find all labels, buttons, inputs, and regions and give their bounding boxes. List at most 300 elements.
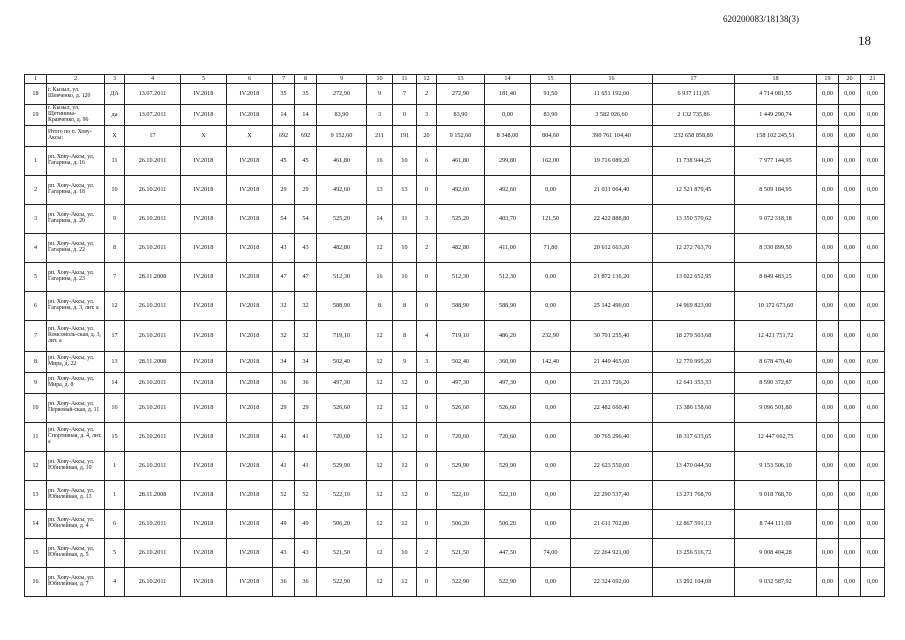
address-cell: рп. Хову-Аксы, ул. Гагарина, д. 20 [47,205,105,234]
table-cell: 11 [25,423,47,452]
table-cell: 4 [25,234,47,263]
table-cell: 0,00 [817,176,839,205]
table-cell: IV.2018 [227,373,273,394]
table-cell: 502,40 [437,352,485,373]
table-cell: 211 [367,126,393,147]
column-header: 10 [367,75,393,84]
table-cell: 32 [273,292,295,321]
table-cell: 3 [367,105,393,126]
table-cell: 36 [295,373,317,394]
table-cell: 14 [295,105,317,126]
table-row [25,105,885,126]
table-cell: 12 [393,373,417,394]
table-cell: 8 348,00 [485,126,531,147]
table-row [25,539,885,568]
table-cell: 1 449 290,74 [735,105,817,126]
table-cell: 10 [393,539,417,568]
table-cell: 1 [25,147,47,176]
table-cell: 12 [393,394,417,423]
table-cell: 0,00 [817,352,839,373]
table-cell: 36 [273,568,295,597]
table-cell: 9 [25,373,47,394]
table-cell: 0,00 [861,263,885,292]
table-cell: 0,00 [531,481,571,510]
table-cell: 299,80 [485,147,531,176]
table-cell: 497,30 [485,373,531,394]
table-cell: 0,00 [531,292,571,321]
table-cell: 9 [105,205,125,234]
table-cell: 8 330 899,50 [735,234,817,263]
table-cell: 13 022 652,95 [653,263,735,292]
table-cell: 12 [367,423,393,452]
table-cell: 43 [295,234,317,263]
table-cell: 0 [417,510,437,539]
table-cell: 0,00 [861,292,885,321]
table-cell: 0,00 [817,105,839,126]
table-cell: 83,90 [531,105,571,126]
header-row [25,75,885,84]
table-cell: 360,00 [485,352,531,373]
table-cell: 720,60 [437,423,485,452]
table-cell: Х [105,126,125,147]
table-cell: 12 [393,568,417,597]
table-cell: 0,00 [861,321,885,352]
table-cell: 0 [417,452,437,481]
table-cell: 12 [367,234,393,263]
table-cell: 0,00 [817,126,839,147]
table-cell: 21 031 064,40 [571,176,653,205]
table-cell: 26.10.2011 [125,234,181,263]
table-cell: 272,90 [437,84,485,105]
table-cell: Х [181,126,227,147]
table-cell: 0,00 [839,234,861,263]
table-cell: 804,60 [531,126,571,147]
table-cell: IV.2018 [181,510,227,539]
table-cell: IV.2018 [181,84,227,105]
table-cell: IV.2018 [181,321,227,352]
column-header: 1 [25,75,47,84]
table-cell: 47 [295,263,317,292]
table-cell: 13 271 768,70 [653,481,735,510]
table-cell: IV.2018 [227,568,273,597]
table-cell: 12 770 995,20 [653,352,735,373]
table-cell: 588,90 [317,292,367,321]
table-cell: 692 [295,126,317,147]
table-cell: 8 [393,292,417,321]
table-cell: 0,00 [817,452,839,481]
table-cell: 13 [105,352,125,373]
table-cell: 0 [417,263,437,292]
table-cell: IV.2018 [227,147,273,176]
table-cell: 232 658 858,89 [653,126,735,147]
table-cell: 12 [367,539,393,568]
table-cell: 26.10.2011 [125,205,181,234]
table-cell: 492,60 [485,176,531,205]
table-cell: 21 872 136,20 [571,263,653,292]
column-header: 6 [227,75,273,84]
table-cell: 26.10.2011 [125,452,181,481]
table-cell: 5 [25,263,47,292]
table-cell: 6 [417,147,437,176]
table-cell: 74,00 [531,539,571,568]
table-cell: 7 977 144,95 [735,147,817,176]
table-cell: 486,20 [485,321,531,352]
table-cell: 3 [25,205,47,234]
table-cell: 0,00 [817,263,839,292]
table-cell: 26.10.2011 [125,176,181,205]
table-cell: 461,80 [317,147,367,176]
table-cell: IV.2018 [181,352,227,373]
column-header: 16 [571,75,653,84]
table-cell: 43 [295,539,317,568]
table-cell: 10 [25,394,47,423]
table-cell: 0 [417,373,437,394]
table-cell: 3 582 026,60 [571,105,653,126]
table-cell: 0 [417,292,437,321]
table-cell: 0,00 [839,452,861,481]
table-cell: 0,00 [861,481,885,510]
table-cell: IV.2018 [181,423,227,452]
table-cell: 181,40 [485,84,531,105]
table-cell: 0,00 [839,423,861,452]
table-cell: 0,00 [817,568,839,597]
table-cell: 482,80 [317,234,367,263]
table-cell: 0,00 [861,373,885,394]
table-cell: IV.2018 [181,394,227,423]
table-cell: 12 421 751,72 [735,321,817,352]
table-cell: 36 [295,568,317,597]
address-cell: г. Кызыл, ул. Шевченко, д. 120 [47,84,105,105]
table-cell: 521,50 [437,539,485,568]
table-cell: 390 761 104,40 [571,126,653,147]
table-cell: 9 018 768,70 [735,481,817,510]
table-cell: 13 [25,481,47,510]
table-cell: 12 [367,352,393,373]
table-cell: 0,00 [861,147,885,176]
table-cell: 497,30 [317,373,367,394]
table-cell: 54 [273,205,295,234]
table-cell: 29 [295,176,317,205]
table-cell: 12 [367,568,393,597]
table-cell: IV.2018 [227,84,273,105]
table-row [25,373,885,394]
column-header: 20 [839,75,861,84]
table-cell: 83,90 [317,105,367,126]
table-cell: 14 [273,105,295,126]
table-cell: 0,00 [531,394,571,423]
table-cell: 492,60 [317,176,367,205]
table-cell: да [105,105,125,126]
table-cell: 506,20 [317,510,367,539]
table-cell: 30 765 296,40 [571,423,653,452]
table-cell: 522,10 [317,481,367,510]
table-cell: 17 [105,321,125,352]
table-cell: 14 [105,373,125,394]
table-cell: 0 [417,423,437,452]
table-cell: 0,00 [839,394,861,423]
table-cell: 0,00 [817,373,839,394]
table-cell: 21 231 726,20 [571,373,653,394]
table-cell: 26.10.2011 [125,321,181,352]
table-cell: 522,90 [437,568,485,597]
table-cell: 26.10.2011 [125,147,181,176]
table-cell: 32 [295,292,317,321]
column-header: 14 [485,75,531,84]
table-cell: 20 [417,126,437,147]
address-cell: рп. Хову-Аксы, ул. Гагарина, д. 23 [47,263,105,292]
table-cell: 11 651 192,60 [571,84,653,105]
table-cell: 12 [393,510,417,539]
table-cell: IV.2018 [227,510,273,539]
table-cell: 12 [393,452,417,481]
table-cell: IV.2018 [227,105,273,126]
table-cell: 13 470 044,50 [653,452,735,481]
table-cell: IV.2018 [181,539,227,568]
table-cell: 12 [393,481,417,510]
table-cell: 512,30 [437,263,485,292]
address-cell: рп. Хову-Аксы, ул. Гагарина, д. 22 [47,234,105,263]
column-header: 11 [393,75,417,84]
table-cell: 191 [393,126,417,147]
address-cell: рп. Хову-Аксы, ул. Юбилейная, д. 10 [47,452,105,481]
table-cell: 720,60 [485,423,531,452]
table-cell: 0,00 [839,321,861,352]
table-cell: 588,90 [437,292,485,321]
table-row [25,321,885,352]
table-cell: 54 [295,205,317,234]
table-cell: 0,00 [839,510,861,539]
table-cell: 10 [105,176,125,205]
table-cell: 41 [273,423,295,452]
table-cell: 41 [295,423,317,452]
table-cell: 0,00 [861,452,885,481]
table-cell: 5 [105,539,125,568]
table-cell: 529,90 [437,452,485,481]
table-cell: IV.2018 [181,147,227,176]
table-cell: 719,10 [317,321,367,352]
column-header: 12 [417,75,437,84]
table-cell: 0,00 [861,423,885,452]
table-cell: 1 [105,452,125,481]
table-cell: 14 969 823,00 [653,292,735,321]
table-cell: 720,60 [317,423,367,452]
table-cell: 121,50 [531,205,571,234]
column-header: 7 [273,75,295,84]
address-cell: рп. Хову-Аксы, ул. Мира, д. 22 [47,352,105,373]
table-cell: 13 [393,176,417,205]
table-cell: 13 256 516,72 [653,539,735,568]
table-cell: IV.2018 [227,176,273,205]
table-cell: 20 612 663,20 [571,234,653,263]
table-cell: 2 [417,234,437,263]
table-cell: 13.07.2011 [125,105,181,126]
table-cell: 28.11.2008 [125,263,181,292]
table-cell: 14 [25,510,47,539]
table-cell: 0 [393,105,417,126]
table-cell: IV.2018 [181,205,227,234]
table-cell: 9 096 501,80 [735,394,817,423]
address-cell: рп. Хову-Аксы, ул. Гагарина, д. 16 [47,147,105,176]
table-cell: IV.2018 [227,321,273,352]
table-cell: 32 [273,321,295,352]
table-cell: IV.2018 [181,373,227,394]
column-header: 5 [181,75,227,84]
table-cell: 411,00 [485,234,531,263]
table-cell: 447,50 [485,539,531,568]
table-cell: 9 152,60 [317,126,367,147]
table-cell: 0,00 [839,292,861,321]
table-cell: 0,00 [531,373,571,394]
table-cell: 158 102 245,51 [735,126,817,147]
table-cell: 497,30 [437,373,485,394]
column-header: 3 [105,75,125,84]
table-cell: 522,10 [437,481,485,510]
table-cell: 0 [417,394,437,423]
table-row [25,147,885,176]
table-cell: 0 [417,481,437,510]
table-cell: 0,00 [817,84,839,105]
table-cell: 2 [25,176,47,205]
table-cell: 9 [367,84,393,105]
table-cell: 522,90 [485,568,531,597]
table-cell: 16 [367,147,393,176]
table-cell: 0,00 [839,352,861,373]
address-cell: г. Кызыл, ул. Щетинина-Кравченко, д. 96 [47,105,105,126]
table-cell: 91,50 [531,84,571,105]
table-cell: 12 [105,292,125,321]
table-cell: 45 [273,147,295,176]
table-cell: 403,70 [485,205,531,234]
table-cell: 502,40 [317,352,367,373]
column-header: 13 [437,75,485,84]
table-cell: 0 [417,176,437,205]
table-cell: 26.10.2011 [125,373,181,394]
table-row [25,84,885,105]
column-header: 2 [47,75,105,84]
table-cell: 22 623 550,60 [571,452,653,481]
table-cell: 512,30 [317,263,367,292]
table-cell: 8 849 483,25 [735,263,817,292]
table-cell: 506,20 [485,510,531,539]
table-cell: 22 324 692,60 [571,568,653,597]
table-cell: 15 [105,423,125,452]
table-cell: 9 072 318,18 [735,205,817,234]
table-cell: 10 [393,147,417,176]
table-cell: 12 [25,452,47,481]
table-cell: 2 [417,539,437,568]
table-cell: 232,90 [531,321,571,352]
table-cell: 492,60 [437,176,485,205]
table-cell: IV.2018 [181,452,227,481]
table-cell: 12 867 591,13 [653,510,735,539]
table-cell: 3 [417,205,437,234]
table-cell: 0,00 [861,510,885,539]
table-cell: 0,00 [861,352,885,373]
table-row [25,176,885,205]
table-cell: 0,00 [817,321,839,352]
table-cell: 526,60 [317,394,367,423]
table-cell: 34 [295,352,317,373]
table-cell: 71,80 [531,234,571,263]
table-cell: 0,00 [861,105,885,126]
table-cell: 526,60 [485,394,531,423]
table-cell: 588,90 [485,292,531,321]
table-cell: 12 447 662,75 [735,423,817,452]
table-cell: 16 [367,263,393,292]
table-cell: 26.10.2011 [125,292,181,321]
table-cell: 10 [393,234,417,263]
table-cell: 43 [273,539,295,568]
table-cell: 22 422 888,80 [571,205,653,234]
column-header: 8 [295,75,317,84]
table-cell: 83,90 [437,105,485,126]
table-cell: IV.2018 [181,105,227,126]
table-row [25,292,885,321]
table-cell: IV.2018 [227,234,273,263]
address-cell: рп. Хову-Аксы, ул. Спортивная, д. 4, лит. а [47,423,105,452]
table-cell: 18 317 633,65 [653,423,735,452]
table-cell: 45 [295,147,317,176]
table-cell: 8 [367,292,393,321]
table-cell: 0,00 [839,263,861,292]
table-cell: 14 [367,205,393,234]
table-cell: 9 032 587,92 [735,568,817,597]
register-table [24,74,885,597]
table-cell: IV.2018 [181,234,227,263]
table-cell: IV.2018 [227,452,273,481]
table-cell: IV.2018 [181,568,227,597]
table-cell: 11 [105,147,125,176]
table-cell: IV.2018 [227,539,273,568]
table-cell: 26.10.2011 [125,568,181,597]
table-cell: 8 [25,352,47,373]
table-cell: 26.10.2011 [125,423,181,452]
table-cell: 49 [295,510,317,539]
table-cell: 9 152,60 [437,126,485,147]
table-cell: 7 [393,84,417,105]
table-row [25,205,885,234]
table-cell: 2 132 735,86 [653,105,735,126]
table-cell: 36 [273,373,295,394]
table-cell: 13 350 570,62 [653,205,735,234]
table-cell: 12 272 763,70 [653,234,735,263]
table-cell: 16 [393,263,417,292]
column-header: 18 [735,75,817,84]
table-cell: 15 [25,539,47,568]
table-cell: 12 [367,452,393,481]
table-cell: 7 [105,263,125,292]
table-cell: 22 264 921,00 [571,539,653,568]
table-cell: 0,00 [861,568,885,597]
table-cell: 522,10 [485,481,531,510]
column-header: 17 [653,75,735,84]
table-row [25,510,885,539]
table-cell: 0,00 [817,539,839,568]
table-cell: 22 290 537,40 [571,481,653,510]
table-cell: 0,00 [839,105,861,126]
address-cell: рп. Хову-Аксы, ул. Гагарина, д. 3, лит. а [47,292,105,321]
address-cell: рп. Хову-Аксы, ул. Юбилейная, д. 7 [47,568,105,597]
table-cell: 0,00 [839,568,861,597]
table-row [25,394,885,423]
address-cell: рп. Хову-Аксы, ул. Первомай-ская, д. 11 [47,394,105,423]
table-row [25,423,885,452]
address-cell: Итого по п. Хову-Аксы: [47,126,105,147]
table-cell: 16 [25,568,47,597]
table-cell: 0,00 [817,394,839,423]
table-cell: 12 [367,321,393,352]
table-cell: 0,00 [817,147,839,176]
